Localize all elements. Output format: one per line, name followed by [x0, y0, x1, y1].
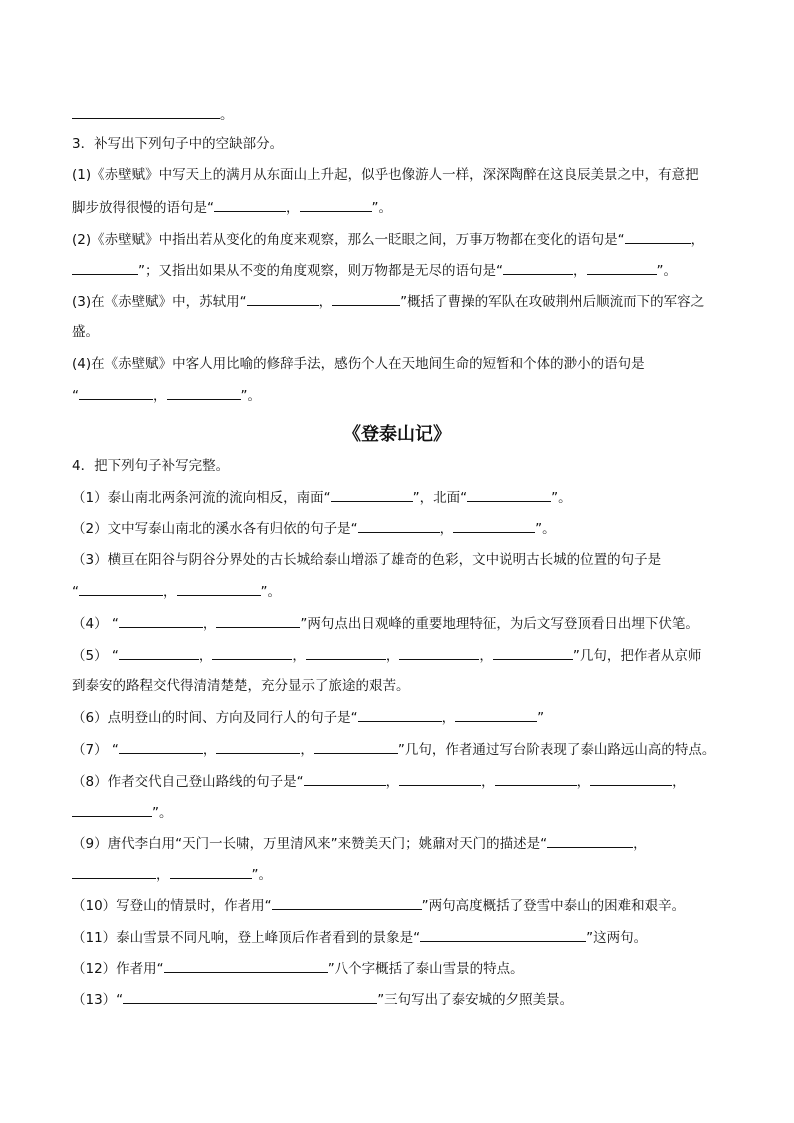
text-segment: ，	[441, 710, 456, 726]
text-segment: ，	[153, 388, 167, 404]
text-line-12	[72, 487, 572, 508]
text-segment: ”。	[535, 521, 556, 537]
text-segment: ，	[690, 232, 705, 248]
text-segment: “	[72, 388, 79, 404]
answer-blank[interactable]	[119, 613, 203, 628]
text-segment: （10）写登山的情景时，作者用“	[72, 898, 272, 914]
text-line-20	[72, 739, 715, 760]
text-line-22	[72, 802, 173, 823]
answer-blank[interactable]	[272, 895, 422, 910]
text-line-10	[72, 385, 261, 406]
answer-blank[interactable]	[495, 771, 577, 786]
question-heading: 3．补写出下列句子中的空缺部分。	[72, 136, 284, 152]
text-segment: （1）泰山南北两条河流的流向相反，南面“	[72, 490, 331, 506]
text-line-18	[72, 676, 410, 696]
text-segment: (4)在《赤壁赋》中客人用比喻的修辞手法，感伤个人在天地间生命的短暂和个体的渺小的语句是	[72, 356, 645, 372]
text-segment: （9）唐代李白用“天门一长啸，万里清风来”来赞美天门；姚鼐对天门的描述是“	[72, 836, 548, 852]
text-line-28	[72, 989, 573, 1010]
text-segment: 到泰安的路程交代得清清楚楚，充分显示了旅途的艰苦。	[72, 678, 410, 694]
text-segment: ，	[202, 616, 217, 632]
answer-blank[interactable]	[547, 833, 633, 848]
text-segment: ”。	[260, 584, 281, 600]
answer-blank[interactable]	[72, 260, 138, 275]
answer-blank[interactable]	[493, 645, 573, 660]
text-segment: ”两句点出日观峰的重要地理特征，为后文写登顶看日出埋下伏笔。	[300, 616, 699, 632]
answer-blank[interactable]	[72, 802, 152, 817]
answer-blank[interactable]	[164, 958, 328, 973]
text-segment: ”这两句。	[586, 930, 648, 946]
text-line-1	[72, 104, 234, 125]
text-segment: ”。	[656, 263, 677, 279]
text-line-7	[72, 291, 704, 312]
text-segment: ”几句，把作者从京师	[572, 648, 702, 664]
answer-blank[interactable]	[304, 771, 386, 786]
text-segment: （5） “	[72, 648, 119, 664]
section-title: 《登泰山记》	[343, 424, 451, 445]
text-segment: （7） “	[72, 742, 119, 758]
answer-blank[interactable]	[358, 518, 440, 533]
answer-blank[interactable]	[300, 197, 372, 212]
text-segment: ”	[537, 710, 545, 726]
text-segment: ”概括了曹操的军队在攻破荆州后顺流而下的军容之	[400, 294, 705, 310]
text-line-23	[72, 833, 647, 854]
text-line-19	[72, 707, 544, 728]
answer-blank[interactable]	[79, 581, 163, 596]
text-segment: ”八个字概括了泰山雪景的特点。	[327, 961, 524, 977]
answer-blank[interactable]	[247, 291, 319, 306]
text-segment: （8）作者交代自己登山路线的句子是“	[72, 774, 304, 790]
text-line-16	[72, 613, 699, 634]
text-segment: ，	[633, 836, 647, 852]
text-segment: 。	[220, 107, 234, 123]
text-line-11	[72, 456, 229, 476]
answer-blank[interactable]	[216, 739, 300, 754]
text-segment: ，	[163, 584, 177, 600]
text-segment: ，	[292, 648, 306, 664]
text-line-2	[72, 134, 283, 154]
answer-blank[interactable]	[72, 104, 220, 119]
text-line-24	[72, 864, 272, 885]
answer-blank[interactable]	[79, 385, 153, 400]
answer-blank[interactable]	[167, 385, 241, 400]
text-segment: ”。	[152, 805, 173, 821]
text-segment: （4） “	[72, 616, 119, 632]
text-line-3	[72, 165, 699, 185]
text-segment: （13）“	[72, 992, 124, 1008]
text-line-26	[72, 927, 647, 948]
answer-blank[interactable]	[399, 771, 481, 786]
text-segment: ，	[198, 648, 213, 664]
text-segment: ，	[672, 774, 686, 790]
text-segment: ，	[202, 742, 217, 758]
answer-blank[interactable]	[331, 487, 413, 502]
text-line-14	[72, 550, 661, 570]
answer-blank[interactable]	[314, 739, 398, 754]
text-segment: ，	[385, 648, 400, 664]
text-segment: ”，北面“	[412, 490, 468, 506]
text-segment: (2)《赤壁赋》中指出若从变化的角度来观察，那么一眨眼之间，万事万物都在变化的语句是“	[72, 232, 625, 248]
text-line-15	[72, 581, 281, 602]
text-segment: (1)《赤壁赋》中写天上的满月从东面山上升起，似乎也像游人一样，深深陶醉在这良辰美景之中，有意把	[72, 167, 699, 183]
answer-blank[interactable]	[590, 771, 672, 786]
text-line-27	[72, 958, 524, 979]
text-line-21	[72, 771, 686, 792]
answer-blank[interactable]	[123, 989, 377, 1004]
answer-blank[interactable]	[214, 197, 286, 212]
answer-blank[interactable]	[212, 645, 292, 660]
text-segment: 盛。	[72, 324, 99, 340]
text-segment: ”两句高度概括了登雪中泰山的困难和艰辛。	[421, 898, 686, 914]
answer-blank[interactable]	[625, 229, 691, 244]
answer-blank[interactable]	[216, 613, 300, 628]
text-line-9	[72, 354, 645, 374]
text-segment: ”几句，作者通过写台阶表现了泰山路远山高的特点。	[397, 742, 716, 758]
text-line-25	[72, 895, 685, 916]
text-segment: ，	[286, 200, 300, 216]
text-line-6	[72, 260, 677, 281]
answer-blank[interactable]	[358, 707, 442, 722]
text-segment: ，	[479, 648, 493, 664]
answer-blank[interactable]	[119, 739, 203, 754]
text-segment: (3)在《赤壁赋》中，苏轼用“	[72, 294, 247, 310]
text-segment: （2）文中写泰山南北的溪水各有归依的句子是“	[72, 521, 358, 537]
text-line-4	[72, 197, 392, 218]
answer-blank[interactable]	[503, 260, 573, 275]
question-heading: 4．把下列句子补写完整。	[72, 458, 230, 474]
answer-blank[interactable]	[399, 645, 479, 660]
text-segment: （12）作者用“	[72, 961, 164, 977]
text-segment: （6）点明登山的时间、方向及同行人的句子是“	[72, 710, 358, 726]
answer-blank[interactable]	[177, 581, 261, 596]
text-segment: （3）横亘在阳谷与阴谷分界处的古长城给泰山增添了雄奇的色彩，文中说明古长城的位置的句子是	[72, 552, 662, 568]
text-segment: 脚步放得很慢的语句是“	[72, 200, 214, 216]
text-segment: ”。	[371, 200, 392, 216]
answer-blank[interactable]	[420, 927, 586, 942]
text-segment: ，	[156, 867, 170, 883]
text-segment: ，	[385, 774, 400, 790]
text-segment: ”。	[551, 490, 572, 506]
answer-blank[interactable]	[455, 707, 537, 722]
text-segment: ”三句写出了泰安城的夕照美景。	[377, 992, 574, 1008]
text-segment: ”。	[251, 867, 272, 883]
answer-blank[interactable]	[467, 487, 551, 502]
text-line-5	[72, 229, 704, 250]
text-segment: ”。	[240, 388, 261, 404]
answer-blank[interactable]	[306, 645, 386, 660]
text-line-8	[72, 322, 99, 342]
text-segment: ，	[573, 263, 587, 279]
text-line-17	[72, 645, 701, 666]
answer-blank[interactable]	[332, 291, 400, 306]
answer-blank[interactable]	[72, 864, 156, 879]
text-segment: ，	[300, 742, 314, 758]
answer-blank[interactable]	[453, 518, 535, 533]
text-segment: ”；又指出如果从不变的角度观察，则万物都是无尽的语句是“	[138, 263, 503, 279]
text-line-13	[72, 518, 556, 539]
text-segment: ，	[481, 774, 495, 790]
answer-blank[interactable]	[119, 645, 199, 660]
text-segment: （11）泰山雪景不同凡响，登上峰顶后作者看到的景象是“	[72, 930, 421, 946]
answer-blank[interactable]	[587, 260, 657, 275]
text-segment: ，	[576, 774, 591, 790]
text-segment: ，	[439, 521, 454, 537]
text-segment: “	[72, 584, 79, 600]
text-segment: ，	[318, 294, 333, 310]
answer-blank[interactable]	[170, 864, 252, 879]
